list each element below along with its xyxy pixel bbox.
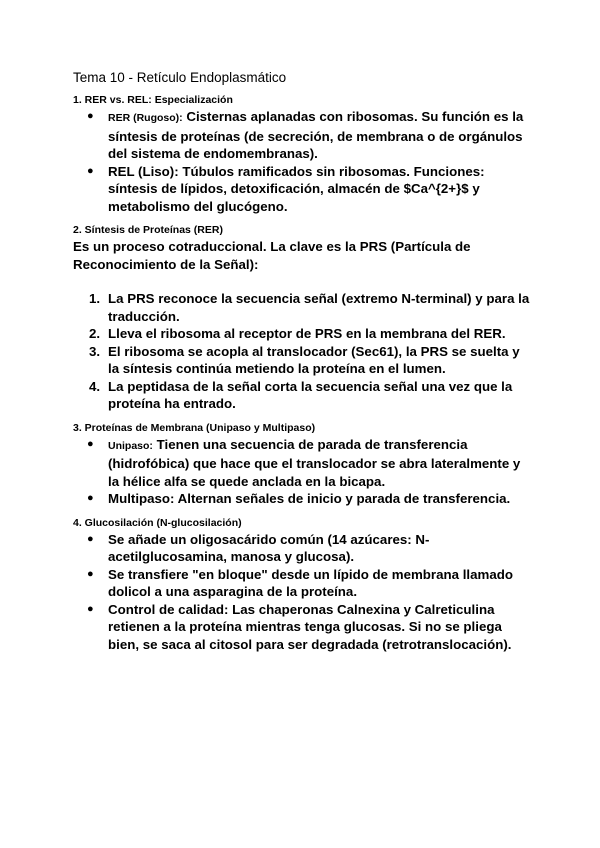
step-number: 1. xyxy=(89,291,101,306)
item-text: Control de calidad: Las chaperonas Calnexina y Calreticulina retienen a la proteína mientras tenga glucosas. Si no se pliega bien, se saca al citosol para ser degradada (retrotranslocación). xyxy=(108,601,512,652)
list-item xyxy=(87,531,533,566)
list-item xyxy=(87,163,533,216)
section-heading-2: 2. Síntesis de Proteínas (RER) xyxy=(73,224,223,236)
item-text: Tienen una secuencia de parada de transferencia (hidrofóbica) que hace que el translocador se abra lateralmente y la hélice alfa se quede anclada en la bicapa. xyxy=(108,436,521,489)
step-text: La peptidasa de la señal corta la secuencia señal una vez que la proteína ha entrado. xyxy=(108,378,513,411)
section-4-list xyxy=(73,531,533,654)
bullet-icon: ● xyxy=(87,602,94,615)
item-text: Multipaso: Alternan señales de inicio y parada de transferencia. xyxy=(108,491,511,506)
step-number: 3. xyxy=(89,343,101,359)
list-item xyxy=(87,436,533,491)
bullet-icon: ● xyxy=(87,110,94,122)
bullet-icon: ● xyxy=(87,437,94,450)
step-number: 4. xyxy=(89,378,101,394)
section-1-list xyxy=(73,108,533,215)
step-text: La PRS reconoce la secuencia señal (extremo N-terminal) y para la traducción. xyxy=(108,291,530,324)
list-item xyxy=(87,566,533,601)
list-item xyxy=(87,601,533,654)
section-heading-4: 4. Glucosilación (N-glucosilación) xyxy=(73,516,242,529)
bullet-icon: ● xyxy=(87,567,94,580)
item-lead: Unipaso: xyxy=(108,439,153,452)
bullet-icon: ● xyxy=(87,532,94,545)
document-title: Tema 10 - Retículo Endoplasmático xyxy=(73,70,287,85)
document-content xyxy=(73,69,533,661)
list-item xyxy=(89,343,533,378)
list-item xyxy=(89,290,533,325)
bullet-icon: ● xyxy=(87,164,94,177)
step-text: El ribosoma se acopla al translocador (Sec61), la PRS se suelta y la síntesis continúa metiendo la proteína en el lumen. xyxy=(108,343,520,376)
section-2-steps xyxy=(73,290,533,413)
bullet-icon: ● xyxy=(87,492,94,504)
section-heading-1: 1. RER vs. REL: Especialización xyxy=(73,94,233,106)
step-text: Lleva el ribosoma al receptor de PRS en la membrana del RER. xyxy=(108,326,506,341)
list-item xyxy=(87,490,533,508)
list-item xyxy=(87,108,533,163)
list-item xyxy=(89,325,533,343)
step-number: 2. xyxy=(89,326,101,341)
item-lead: RER (Rugoso): xyxy=(108,112,183,124)
list-item xyxy=(89,378,533,413)
item-text: Cisternas aplanadas con ribosomas. Su función es la síntesis de proteínas (de secreción, de membrana o de orgánulos del sistema de endomembranas). xyxy=(108,109,524,161)
item-text: REL (Liso): Túbulos ramificados sin ribosomas. Funciones: síntesis de lípidos, detoxificación, almacén de $Ca^{2+}$ y metabolismo del glucógeno. xyxy=(108,163,485,214)
section-heading-3: 3. Proteínas de Membrana (Unipaso y Multipaso) xyxy=(73,421,316,434)
item-text: Se transfiere "en bloque" desde un lípido de membrana llamado dolicol a una asparagina de la proteína. xyxy=(108,566,513,599)
item-text: Se añade un oligosacárido común (14 azúcares: N-acetilglucosamina, manosa y glucosa). xyxy=(108,531,430,564)
section-2-intro: Es un proceso cotraduccional. La clave es la PRS (Partícula de Reconocimiento de la Señal): xyxy=(73,239,471,272)
section-3-list xyxy=(73,436,533,508)
